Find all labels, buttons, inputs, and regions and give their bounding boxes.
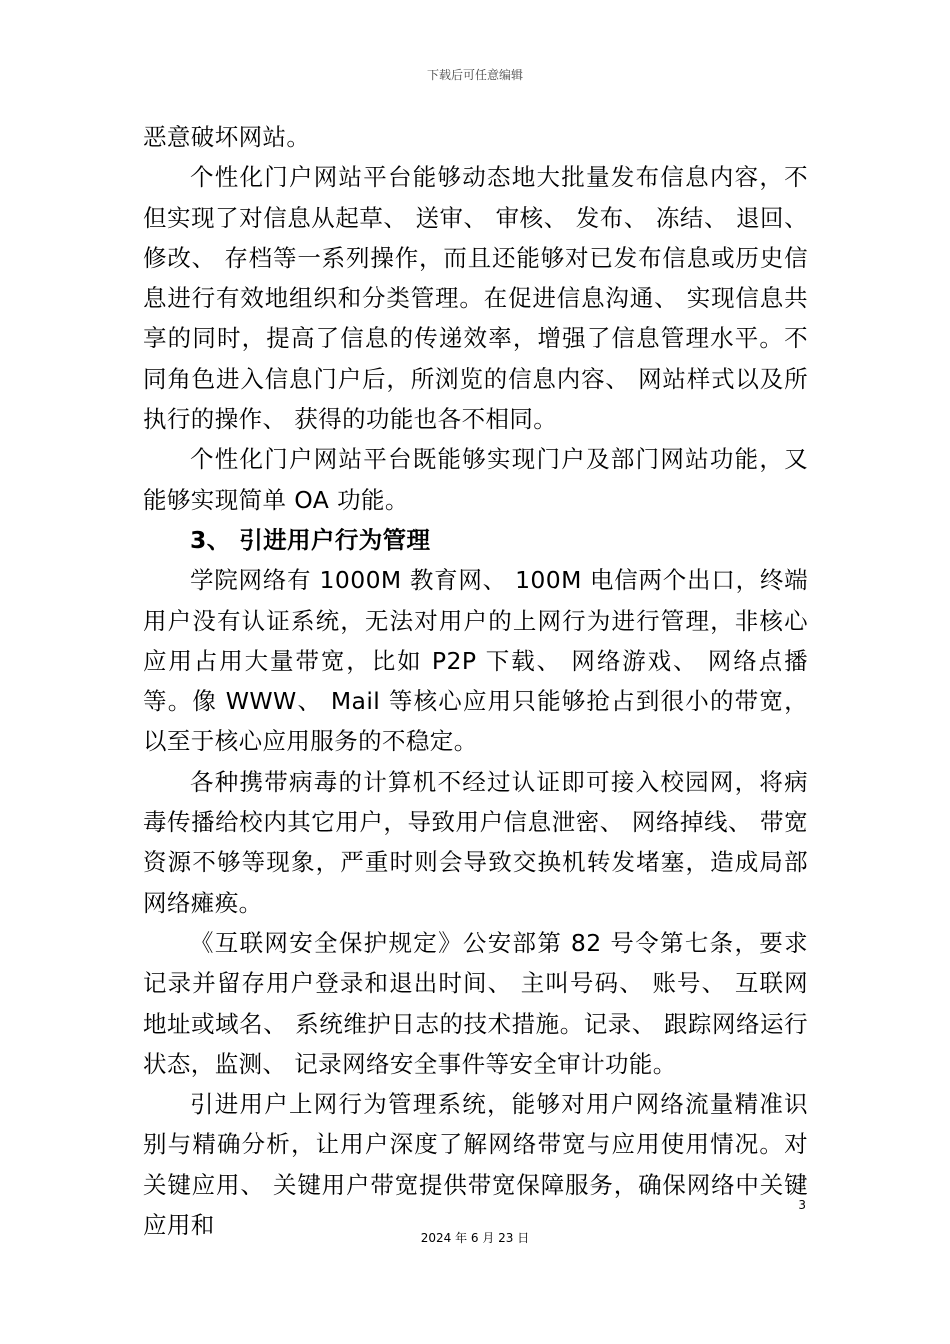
paragraph: 引进用户上网行为管理系统，能够对用户网络流量精准识别与精确分析，让用户深度了解网络带宽与应用使用情况。对关键应用、 关键用户带宽提供带宽保障服务，确保网络中关键应用和 <box>143 1090 808 1240</box>
paragraph: 各种携带病毒的计算机不经过认证即可接入校园网，将病毒传播给校内其它用户，导致用户信息泄密、 网络掉线、 带宽资源不够等现象，严重时则会导致交换机转发堵塞，造成局部网络瘫痪。 <box>143 767 808 917</box>
document-body <box>143 117 808 1245</box>
paragraph: 恶意破坏网站。 <box>143 123 311 151</box>
paragraph: 学院网络有 1000M 教育网、 100M 电信两个出口，终端用户没有认证系统，无法对用户的上网行为进行管理，非核心应用占用大量带宽，比如 P2P 下载、 网络游戏、 网络点播等。像 WWW、 Mail 等核心应用只能够抢占到很小的带宽，以至于核心应用服务的不稳定。 <box>143 566 808 756</box>
section-heading: 3、 引进用户行为管理 <box>190 525 431 554</box>
paragraph: 个性化门户网站平台既能够实现门户及部门网站功能，又能够实现简单 OA 功能。 <box>143 445 808 514</box>
page-header: 下载后可任意编辑 <box>426 68 523 82</box>
paragraph: 个性化门户网站平台能够动态地大批量发布信息内容，不但实现了对信息从起草、 送审、 审核、 发布、 冻结、 退回、 修改、 存档等一系列操作，而且还能够对已发布信息或历史信息进行有效地组织和分类管理。在促进信息沟通、 实现信息共享的同时，提高了信息的传递效率，增强了信息管理水平。不同角色进入信息门户后，所浏览的信息内容、 网站样式以及所执行的操作、 获得的功能也各不相同。 <box>143 163 808 434</box>
footer-date: 2024 年 6 月 23 日 <box>420 1231 530 1245</box>
page-number: 3 <box>798 1198 806 1212</box>
paragraph: 《互联网安全保护规定》公安部第 82 号令第七条，要求记录并留存用户登录和退出时间、 主叫号码、 账号、 互联网地址或域名、 系统维护日志的技术措施。记录、 跟踪网络运行状态，监测、 记录网络安全事件等安全审计功能。 <box>143 928 808 1078</box>
